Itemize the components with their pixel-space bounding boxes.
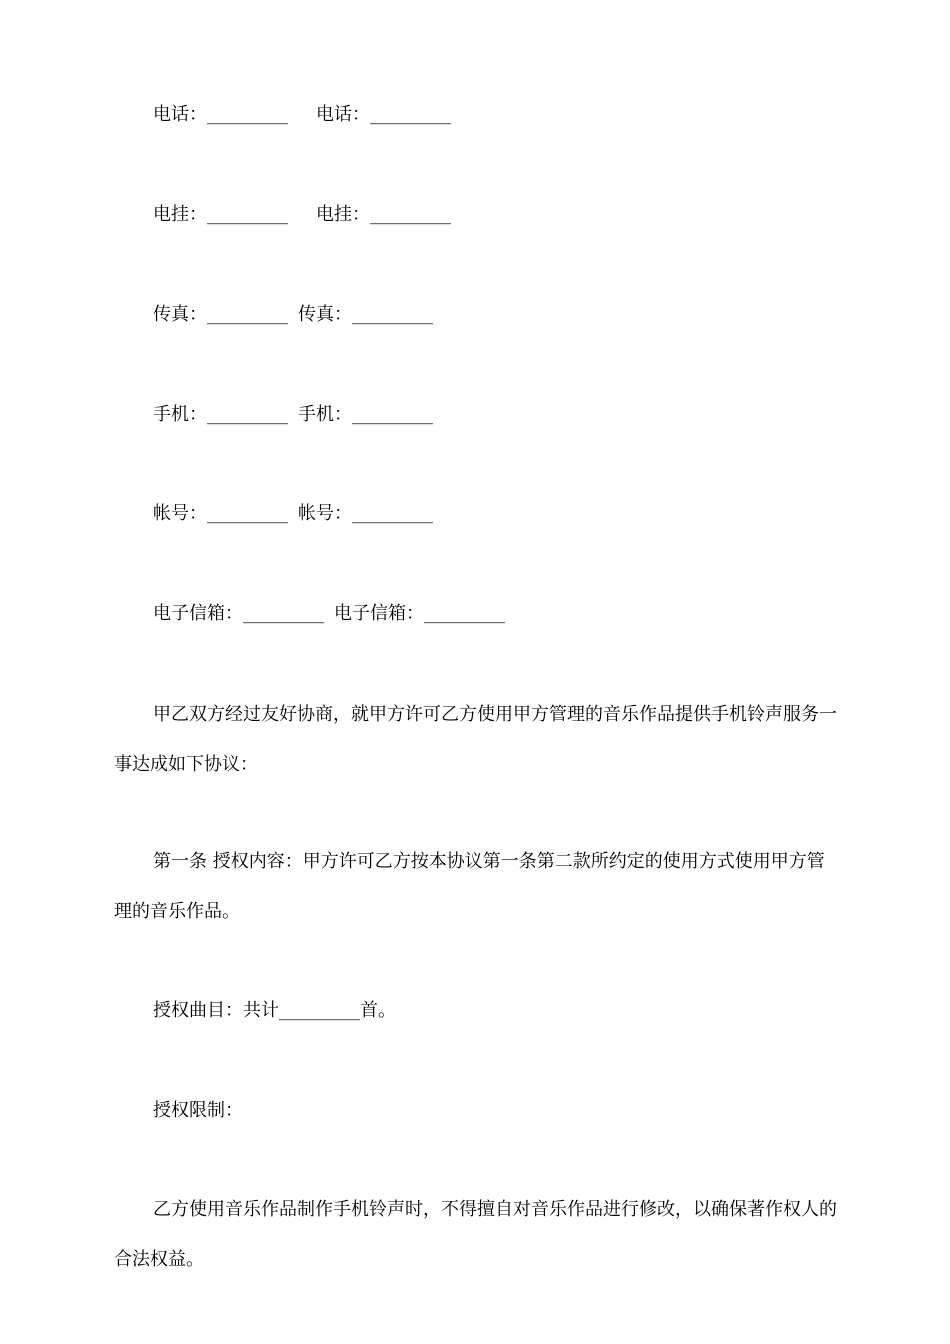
authorized-songs-paragraph: 授权曲目：共计_________首。 [153, 1000, 396, 1021]
party-a-email: 电子信箱：_________ [153, 603, 324, 624]
party-a-phone: 电话：_________ [153, 104, 288, 125]
fax-row [153, 303, 433, 327]
authorization-limits-heading: 授权限制： [153, 1100, 243, 1121]
telegram-row [153, 203, 451, 227]
phone-row [153, 103, 451, 127]
authorization-limits-paragraph: 乙方使用音乐作品制作手机铃声时，不得擅自对音乐作品进行修改，以确保著作权人的合法权益。 [114, 1199, 837, 1270]
intro-paragraph: 甲乙双方经过友好协商，就甲方许可乙方使用甲方管理的音乐作品提供手机铃声服务一事达成如下协议： [114, 704, 837, 775]
email-row [153, 602, 505, 626]
article-1-paragraph: 第一条 授权内容：甲方许可乙方按本协议第一条第二款所约定的使用方式使用甲方管理的音乐作品。 [114, 851, 825, 922]
party-b-telegram: 电挂：_________ [316, 204, 451, 225]
party-b-account: 帐号：_________ [298, 503, 433, 524]
party-b-phone: 电话：_________ [316, 104, 451, 125]
party-a-fax: 传真：_________ [153, 304, 288, 325]
party-b-mobile: 手机：_________ [298, 404, 433, 425]
party-a-telegram: 电挂：_________ [153, 204, 288, 225]
party-a-mobile: 手机：_________ [153, 404, 288, 425]
party-b-email: 电子信箱：_________ [334, 603, 505, 624]
mobile-row [153, 403, 433, 427]
party-b-fax: 传真：_________ [298, 304, 433, 325]
account-row [153, 502, 433, 526]
party-a-account: 帐号：_________ [153, 503, 288, 524]
